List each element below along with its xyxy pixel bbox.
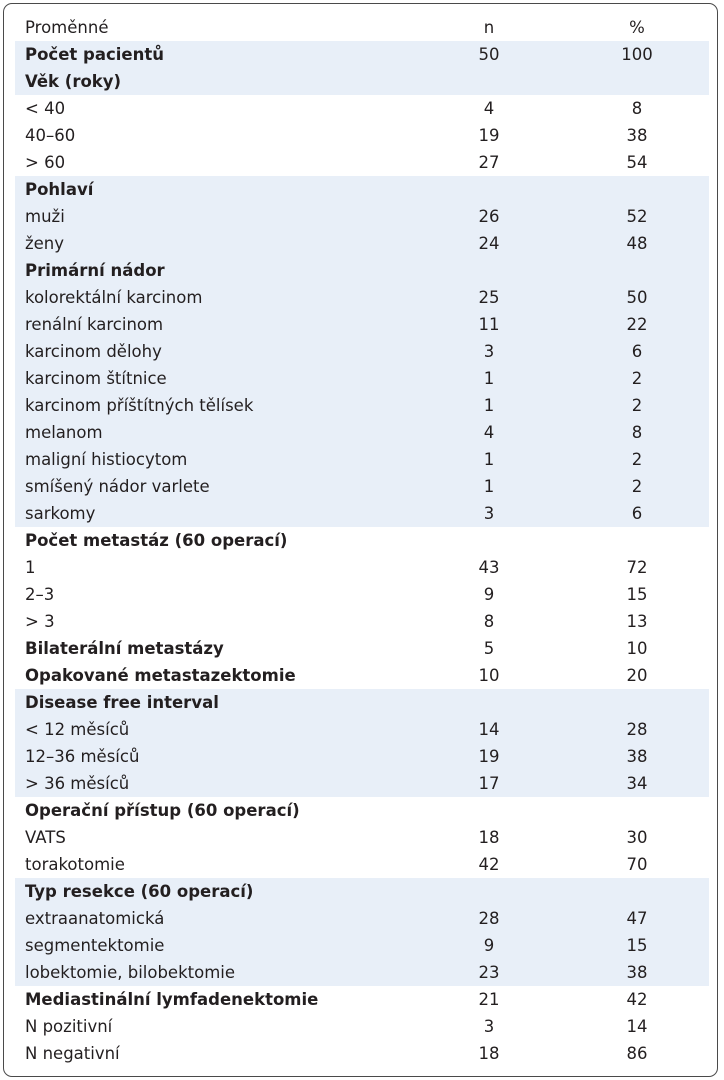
row-n: 28	[478, 909, 500, 928]
header-n: n	[483, 18, 495, 37]
row-n: 18	[478, 1044, 500, 1063]
table-row	[15, 446, 709, 473]
row-label: karcinom příštítných tělísek	[25, 396, 254, 415]
table-row	[15, 95, 709, 122]
table-row	[15, 932, 709, 959]
table-row	[15, 851, 709, 878]
row-pct: 72	[626, 558, 648, 577]
row-n: 43	[478, 558, 500, 577]
row-label: < 12 měsíců	[25, 720, 130, 739]
header-pct: %	[629, 18, 645, 37]
table-row	[15, 554, 709, 581]
table-row	[15, 581, 709, 608]
table-row	[15, 959, 709, 986]
row-pct: 42	[626, 990, 648, 1009]
row-n: 4	[483, 423, 495, 442]
row-pct: 8	[631, 99, 643, 118]
row-pct: 50	[626, 288, 648, 307]
row-pct: 22	[626, 315, 648, 334]
table-row	[15, 419, 709, 446]
row-label: 1	[25, 558, 36, 577]
table-row	[15, 230, 709, 257]
row-label: karcinom dělohy	[25, 342, 162, 361]
table-row	[15, 608, 709, 635]
row-n: 3	[483, 342, 495, 361]
row-pct: 34	[626, 774, 648, 793]
row-pct: 14	[626, 1017, 648, 1036]
row-n: 19	[478, 126, 500, 145]
row-pct: 6	[631, 504, 643, 523]
row-pct: 38	[626, 747, 648, 766]
table-frame	[3, 3, 718, 1077]
row-pct: 28	[626, 720, 648, 739]
table-row	[15, 635, 709, 662]
table-row	[15, 392, 709, 419]
table-row	[15, 473, 709, 500]
row-pct: 38	[626, 126, 648, 145]
row-label: Opakované metastazektomie	[25, 666, 296, 685]
row-pct: 52	[626, 207, 648, 226]
row-label: Počet pacientů	[25, 45, 164, 64]
row-pct: 10	[626, 639, 648, 658]
row-label: < 40	[25, 99, 66, 118]
row-label: extraanatomická	[25, 909, 165, 928]
row-label: Pohlaví	[25, 180, 94, 199]
table-row	[15, 338, 709, 365]
row-label: melanom	[25, 423, 103, 442]
table-row	[15, 770, 709, 797]
row-n: 3	[483, 1017, 495, 1036]
row-label: Počet metastáz (60 operací)	[25, 531, 288, 550]
row-label: Mediastinální lymfadenektomie	[25, 990, 319, 1009]
table-row	[15, 203, 709, 230]
row-label: Bilaterální metastázy	[25, 639, 224, 658]
row-n: 19	[478, 747, 500, 766]
row-n: 1	[483, 369, 495, 388]
row-label: karcinom štítnice	[25, 369, 167, 388]
row-label: sarkomy	[25, 504, 96, 523]
row-label: > 36 měsíců	[25, 774, 130, 793]
table-row	[15, 1013, 709, 1040]
row-label: Operační přístup (60 operací)	[25, 801, 300, 820]
row-label: segmentektomie	[25, 936, 165, 955]
table-row	[15, 824, 709, 851]
row-label: muži	[25, 207, 65, 226]
row-n: 8	[483, 612, 495, 631]
row-label: Věk (roky)	[25, 72, 122, 91]
row-pct: 15	[626, 936, 648, 955]
row-n: 14	[478, 720, 500, 739]
table-row	[15, 797, 709, 824]
row-pct: 2	[631, 369, 643, 388]
row-n: 5	[483, 639, 495, 658]
table-row	[15, 986, 709, 1013]
row-pct: 100	[621, 45, 653, 64]
row-n: 23	[478, 963, 500, 982]
row-label: 2–3	[25, 585, 55, 604]
table-row	[15, 284, 709, 311]
row-pct: 20	[626, 666, 648, 685]
row-label: VATS	[25, 828, 66, 847]
row-pct: 70	[626, 855, 648, 874]
row-label: 12–36 měsíců	[25, 747, 140, 766]
table-row	[15, 662, 709, 689]
table-row	[15, 149, 709, 176]
row-pct: 8	[631, 423, 643, 442]
table-row	[15, 689, 709, 716]
table-row	[15, 743, 709, 770]
row-n: 1	[483, 396, 495, 415]
table-row	[15, 365, 709, 392]
row-label: 40–60	[25, 126, 76, 145]
row-n: 3	[483, 504, 495, 523]
row-label: > 60	[25, 153, 66, 172]
table-row	[15, 41, 709, 68]
row-pct: 48	[626, 234, 648, 253]
row-pct: 38	[626, 963, 648, 982]
table-row	[15, 527, 709, 554]
table-row	[15, 257, 709, 284]
table-row	[15, 878, 709, 905]
row-pct: 2	[631, 477, 643, 496]
row-pct: 2	[631, 396, 643, 415]
table-row	[15, 1040, 709, 1067]
table-row	[15, 122, 709, 149]
row-n: 50	[478, 45, 500, 64]
row-label: Typ resekce (60 operací)	[25, 882, 254, 901]
row-pct: 15	[626, 585, 648, 604]
row-n: 4	[483, 99, 495, 118]
table-row	[15, 68, 709, 95]
row-n: 42	[478, 855, 500, 874]
table-row	[15, 176, 709, 203]
row-pct: 47	[626, 909, 648, 928]
row-n: 24	[478, 234, 500, 253]
row-pct: 2	[631, 450, 643, 469]
row-label: Primární nádor	[25, 261, 165, 280]
row-n: 1	[483, 450, 495, 469]
row-n: 25	[478, 288, 500, 307]
row-label: renální karcinom	[25, 315, 164, 334]
row-pct: 6	[631, 342, 643, 361]
row-pct: 54	[626, 153, 648, 172]
row-pct: 13	[626, 612, 648, 631]
row-label: smíšený nádor varlete	[25, 477, 210, 496]
row-n: 9	[483, 936, 495, 955]
row-label: maligní histiocytom	[25, 450, 188, 469]
row-label: torakotomie	[25, 855, 125, 874]
row-n: 26	[478, 207, 500, 226]
row-pct: 86	[626, 1044, 648, 1063]
row-label: Disease free interval	[25, 693, 219, 712]
row-label: N pozitivní	[25, 1017, 113, 1036]
row-n: 27	[478, 153, 500, 172]
row-n: 21	[478, 990, 500, 1009]
row-n: 17	[478, 774, 500, 793]
table-row	[15, 905, 709, 932]
row-n: 11	[478, 315, 500, 334]
row-label: kolorektální karcinom	[25, 288, 203, 307]
row-n: 1	[483, 477, 495, 496]
row-pct: 30	[626, 828, 648, 847]
row-n: 10	[478, 666, 500, 685]
table-row	[15, 500, 709, 527]
table-row	[15, 716, 709, 743]
row-label: N negativní	[25, 1044, 120, 1063]
row-label: ženy	[25, 234, 65, 253]
row-label: lobektomie, bilobektomie	[25, 963, 236, 982]
row-label: > 3	[25, 612, 55, 631]
row-n: 18	[478, 828, 500, 847]
table-row	[15, 311, 709, 338]
table-header-row	[15, 14, 709, 41]
row-n: 9	[483, 585, 495, 604]
header-label: Proměnné	[25, 18, 109, 37]
